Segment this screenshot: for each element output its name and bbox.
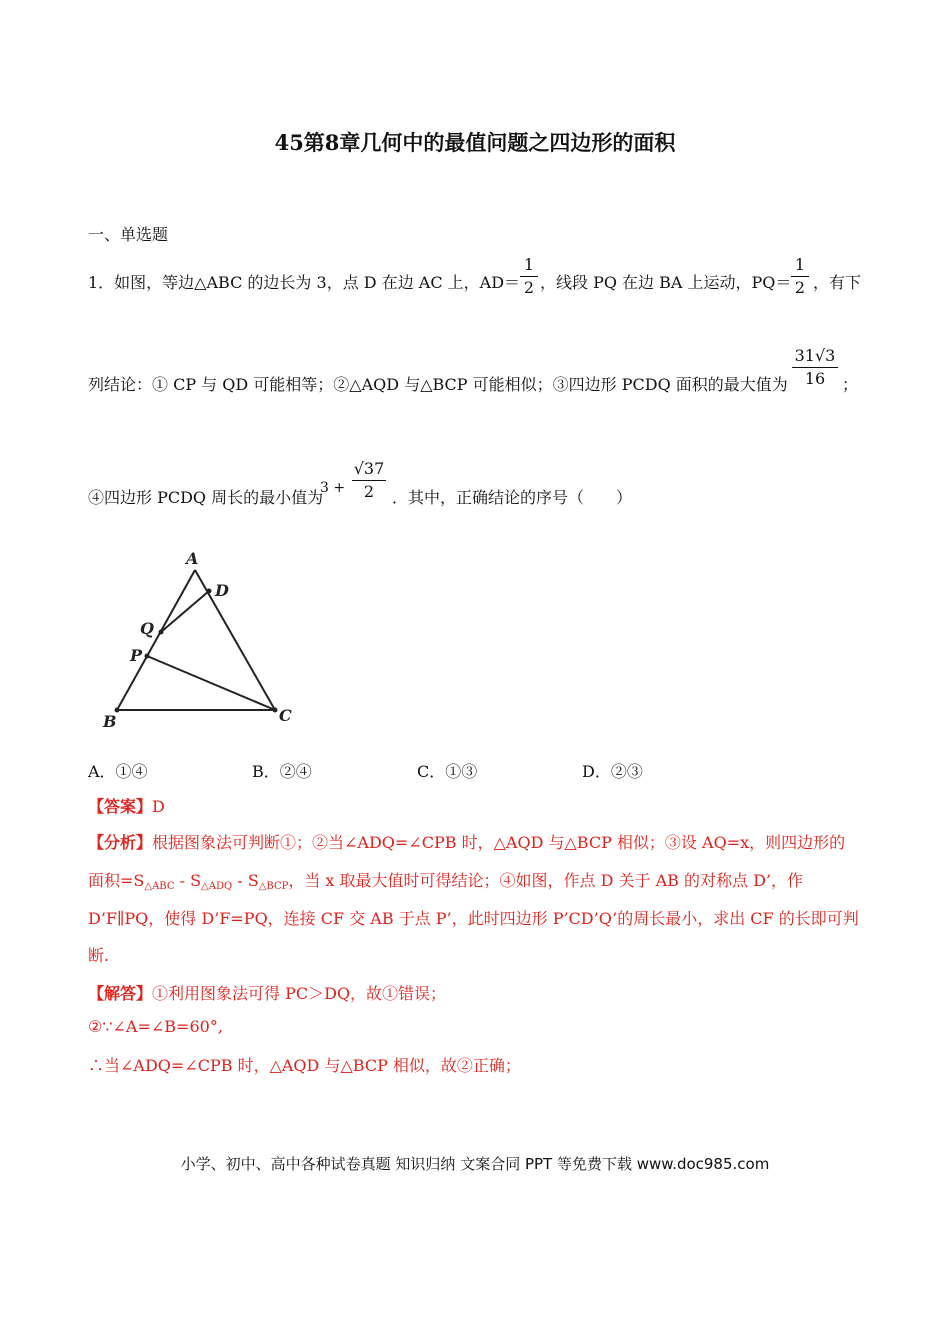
page-footer[interactable]: 小学、初中、高中各种试卷真题 知识归纳 文案合同 PPT 等免费下载 www.doc985.com (180, 1155, 770, 1173)
subscript-abc: △ABC (144, 881, 175, 892)
fraction-min-perimeter-numerator: √37 (353, 459, 385, 478)
point-c (273, 708, 278, 713)
point-p (145, 654, 150, 659)
question-line-3a: ④四边形 PCDQ 周长的最小值为 (88, 488, 324, 507)
label-p: P (130, 646, 143, 665)
segment-pc (147, 656, 275, 710)
fraction-pq-denominator: 2 (794, 278, 806, 297)
fraction-min-perimeter (352, 460, 386, 501)
fraction-pq-numerator: 1 (794, 255, 806, 274)
solution-tag: 【解答】 (88, 984, 153, 1003)
segment-qd (161, 591, 209, 632)
fraction-pq (791, 256, 809, 297)
point-q (159, 630, 164, 635)
fraction-bar (520, 276, 538, 277)
fraction-max-area (792, 347, 838, 388)
fraction-bar (791, 276, 809, 277)
analysis-line-2 (88, 868, 803, 892)
option-c[interactable]: C．①③ (417, 762, 478, 781)
fraction-max-area-denominator: 16 (804, 369, 826, 388)
label-b: B (103, 712, 117, 731)
label-q: Q (140, 619, 154, 638)
fraction-ad (520, 256, 538, 297)
solution-text-1: ①利用图象法可得 PC＞DQ，故①错误； (152, 984, 447, 1003)
question-line-1c: ，有下 (813, 273, 862, 292)
label-d: D (215, 581, 229, 600)
analysis-line-4: 断. (88, 946, 110, 965)
label-a: A (186, 549, 199, 568)
subscript-adq: △ADQ (201, 881, 233, 892)
fraction-ad-denominator: 2 (523, 278, 535, 297)
analysis-line-3: D’F∥PQ，使得 D’F=PQ，连接 CF 交 AB 于点 P’，此时四边形 P’CD’Q’的周长最小，求出 CF 的长即可判 (88, 909, 859, 928)
fraction-bar (352, 480, 386, 481)
fraction-ad-numerator: 1 (523, 255, 535, 274)
label-c: C (279, 706, 292, 725)
fraction-max-area-numerator: 31√3 (794, 346, 836, 365)
solution-line-3: ∴当∠ADQ=∠CPB 时，△AQD 与△BCP 相似，故②正确； (88, 1056, 521, 1075)
analysis-text-2b: - S (174, 871, 202, 890)
answer-tag: 【答案】 (88, 797, 153, 816)
triangle-figure (95, 545, 305, 735)
question-line-1a: 1．如图，等边△ABC 的边长为 3，点 D 在边 AC 上，AD＝ (88, 273, 521, 292)
fraction-bar (792, 367, 838, 368)
option-d[interactable]: D．②③ (582, 762, 643, 781)
analysis-text-2a: 面积=S (88, 871, 145, 890)
section-heading: 一、单选题 (88, 225, 169, 244)
answer-line (88, 794, 165, 817)
analysis-tag: 【分析】 (88, 833, 153, 852)
option-a[interactable]: A．①④ (88, 762, 148, 781)
point-d (207, 589, 212, 594)
analysis-text-2d: ，当 x 取最大值时可得结论；④如图，作点 D 关于 AB 的对称点 D’，作 (288, 871, 804, 890)
option-b[interactable]: B．②④ (252, 762, 312, 781)
subscript-bcp: △BCP (258, 881, 289, 892)
fraction-min-perimeter-denominator: 2 (363, 482, 375, 501)
analysis-text-2c: - S (232, 871, 259, 890)
analysis-line-1 (88, 830, 845, 853)
analysis-text-1: 根据图象法可判断①；②当∠ADQ=∠CPB 时，△AQD 与△BCP 相似；③设 AQ=x，则四边形的 (152, 833, 846, 852)
fraction-min-perimeter-prefix: 3 + (320, 480, 346, 496)
question-line-2b: ； (842, 375, 859, 394)
side-ab (117, 570, 195, 710)
solution-line-2: ②∵∠A=∠B=60°, (88, 1017, 223, 1036)
question-line-3b: ．其中，正确结论的序号（ ） (392, 488, 633, 507)
question-line-1b: ，线段 PQ 在边 BA 上运动，PQ＝ (540, 273, 792, 292)
question-line-2a: 列结论：① CP 与 QD 可能相等；②△AQD 与△BCP 可能相似；③四边形 PCDQ 面积的最大值为 (88, 375, 788, 394)
page-title: 45第8章几何中的最值问题之四边形的面积 (274, 130, 676, 155)
answer-value: D (152, 797, 165, 816)
solution-line-1 (88, 981, 446, 1004)
